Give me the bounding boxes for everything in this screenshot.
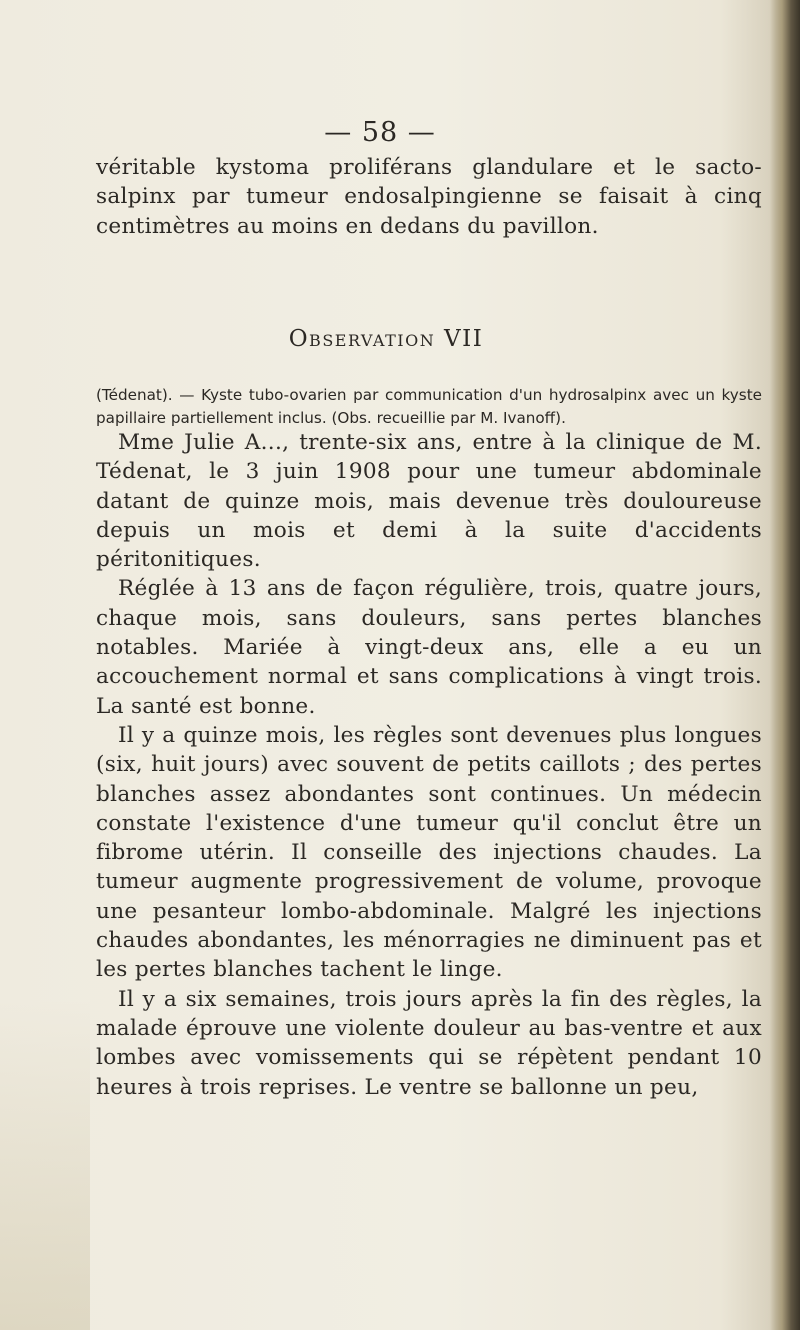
observation-title: Observation VII [288, 326, 484, 352]
body-paragraph: Mme Julie A..., trente-six ans, entre à la clinique de M. Tédenat, le 3 juin 1908 pour une tumeur abdominale datant de quinze mois, mais devenue très douloureuse depuis un mois et demi à la suite d'accidents péritonitiques. [96, 430, 762, 573]
page-edge-shadow [770, 0, 800, 1330]
body-paragraph: Il y a six semaines, trois jours après la fin des règles, la malade éprouve une violente douleur au bas-ventre et aux lombes avec vomissements qui se répètent pendant 10 heures à trois reprises. Le ventre se ballonne un peu, [96, 986, 762, 1100]
observation-note [96, 384, 762, 430]
body-paragraph: Réglée à 13 ans de façon régulière, trois, quatre jours, chaque mois, sans douleurs, sans pertes blanches notables. Mariée à vingt-deux ans, elle a eu un accouchement normal et sans complications à vingt trois. La santé est bonne. [96, 576, 762, 719]
intro-paragraph [96, 153, 762, 241]
intro-text: véritable kystoma proliférans glandulare et le sacto-salpinx par tumeur endosalpingienne se faisait à cinq centimètres au moins en dedans du pavillon. [96, 155, 762, 239]
body-paragraph: Il y a quinze mois, les règles sont devenues plus longues (six, huit jours) avec souvent de petits caillots ; des pertes blanches assez abondantes sont continues. Un médecin constate l'existence d'une tumeur qu'il conclut être un fibrome utérin. Il conseille des injections chaudes. La tumeur augmente progressivement de volume, provoque une pesanteur lombo-abdominale. Malgré les injections chaudes abondantes, les ménorragies ne diminuent pas et les pertes blanches tachent le linge. [96, 722, 762, 983]
observation-body [96, 428, 762, 1102]
page-stain [0, 1000, 90, 1330]
observation-note-text: (Tédenat). — Kyste tubo-ovarien par communication d'un hydrosalpinx avec un kyste papillaire partiellement inclus. (Obs. recueillie par M. Ivanoff). [96, 386, 762, 427]
page-number: — 58 — [324, 117, 436, 148]
